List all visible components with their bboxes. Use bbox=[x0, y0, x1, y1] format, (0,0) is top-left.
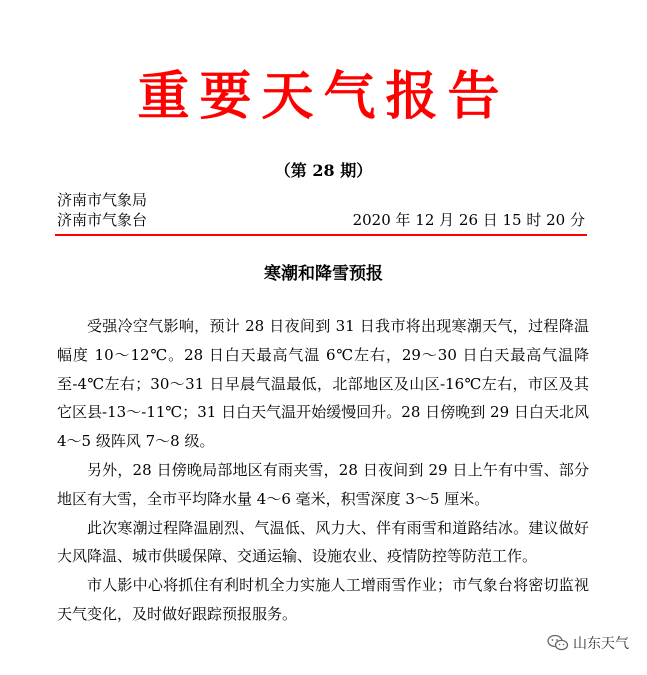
paragraph-cold-wave: 受强冷空气影响，预计 28 日夜间到 31 日我市将出现寒潮天气，过程降温幅度 10～12℃。28 日白天最高气温 6℃左右，29～30 日白天最高气温降至-4℃左右；30～31 日早晨气温最低，北部地区及山区-16℃左右，市区及其它区县-13～-11℃；31 日白天气温开始缓慢回升。28 日傍晚到 29 日白天北风 4～5 级阵风 7～8 级。 bbox=[57, 317, 589, 451]
paragraph-snowfall: 另外，28 日傍晚局部地区有雨夹雪，28 日夜间到 29 日上午有中雪、部分地区有大雪，全市平均降水量 4～6 毫米，积雪深度 3～5 厘米。 bbox=[57, 460, 589, 508]
wechat-icon bbox=[547, 634, 569, 652]
header-divider bbox=[55, 234, 587, 236]
article-headline: 寒潮和降雪预报 bbox=[264, 264, 383, 284]
paragraph-advice: 此次寒潮过程降温剧烈、气温低、风力大、伴有雨雪和道路结冰。建议做好大风降温、城市供暖保障、交通运输、设施农业、疫情防控等防范工作。 bbox=[57, 518, 589, 566]
issuer-observatory: 济南市气象台 bbox=[57, 211, 148, 229]
watermark-label: 山东天气 bbox=[573, 636, 629, 652]
issuer-bureau: 济南市气象局 bbox=[57, 191, 148, 209]
article-body bbox=[57, 312, 589, 629]
report-title: 重要天气报告 bbox=[137, 66, 510, 127]
wechat-watermark bbox=[543, 631, 633, 655]
paragraph-operations: 市人影中心将抓住有利时机全力实施人工增雨雪作业；市气象台将密切监视天气变化，及时做好跟踪预报服务。 bbox=[57, 576, 589, 623]
issue-datetime: 2020 年 12 月 26 日 15 时 20 分 bbox=[352, 211, 585, 229]
issue-number: （第 28 期） bbox=[274, 161, 373, 180]
